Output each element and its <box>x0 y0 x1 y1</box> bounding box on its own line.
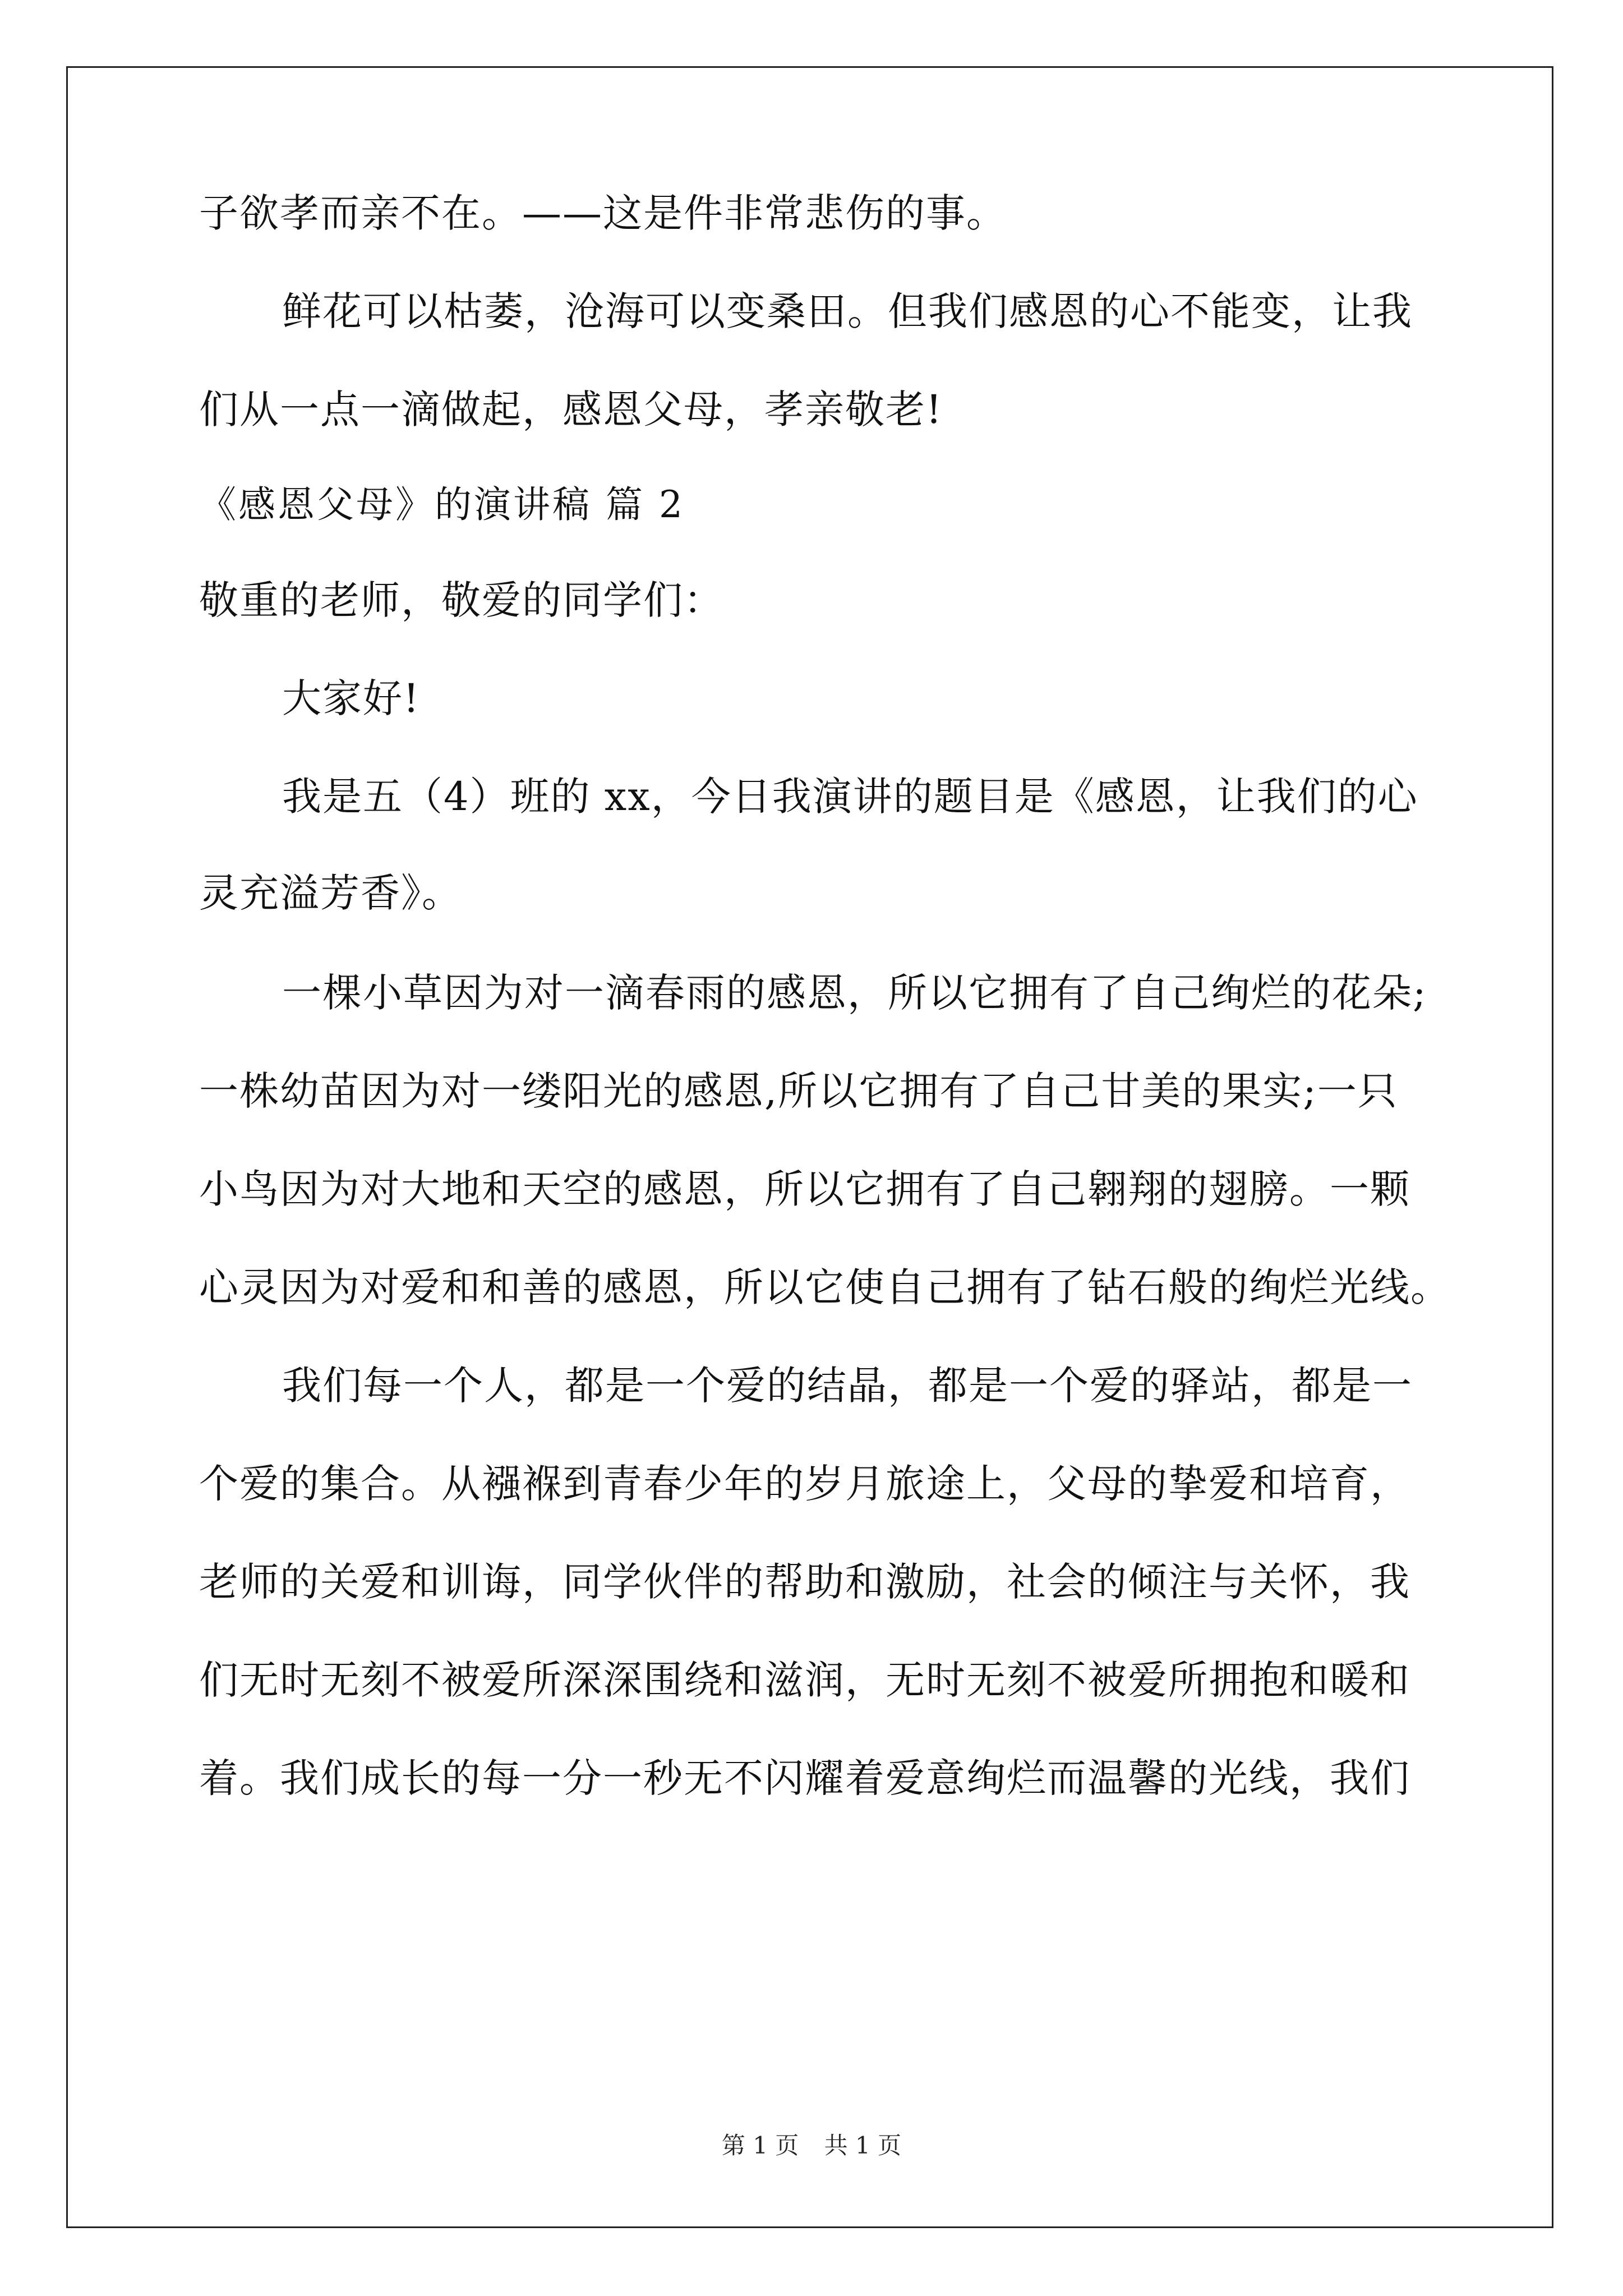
page-total: 共 1 页 <box>824 2132 902 2159</box>
text-line: 老师的关爱和训诲，同学伙伴的帮助和激励，社会的倾注与关怀，我 <box>199 1559 1410 1605</box>
text-line: 们从一点一滴做起，感恩父母，孝亲敬老! <box>199 386 943 432</box>
text-line: 灵充溢芳香》。 <box>199 870 462 916</box>
text-line: 子欲孝而亲不在。——这是件非常悲伤的事。 <box>199 190 1007 236</box>
text-line: 小鸟因为对大地和天空的感恩，所以它拥有了自己翱翔的翅膀。一颗 <box>199 1166 1410 1212</box>
text-line: 们无时无刻不被爱所深深围绕和滋润，无时无刻不被爱所拥抱和暖和 <box>199 1657 1410 1703</box>
greeting: 大家好! <box>282 675 421 721</box>
section-title: 《感恩父母》的演讲稿 篇 2 <box>199 483 685 526</box>
text-line: 我是五（4）班的 xx，今日我演讲的题目是《感恩，让我们的心 <box>282 774 1418 820</box>
text-line: 鲜花可以枯萎，沧海可以变桑田。但我们感恩的心不能变，让我 <box>282 288 1413 334</box>
text-line: 一棵小草因为对一滴春雨的感恩，所以它拥有了自己绚烂的花朵; <box>282 970 1427 1016</box>
salutation: 敬重的老师，敬爱的同学们： <box>199 577 724 623</box>
page-footer <box>0 2132 1623 2160</box>
page-number: 第 1 页 <box>721 2132 799 2159</box>
text-line: 我们每一个人，都是一个爱的结晶，都是一个爱的驿站，都是一 <box>282 1363 1413 1409</box>
text-line: 着。我们成长的每一分一秒无不闪耀着爱意绚烂而温馨的光线，我们 <box>199 1755 1410 1801</box>
text-line: 个爱的集合。从襁褓到青春少年的岁月旅途上，父母的挚爱和培育， <box>199 1461 1410 1507</box>
text-line: 一株幼苗因为对一缕阳光的感恩,所以它拥有了自己甘美的果实;一只 <box>199 1068 1398 1114</box>
text-line: 心灵因为对爱和和善的感恩，所以它使自己拥有了钻石般的绚烂光线。 <box>199 1264 1451 1310</box>
